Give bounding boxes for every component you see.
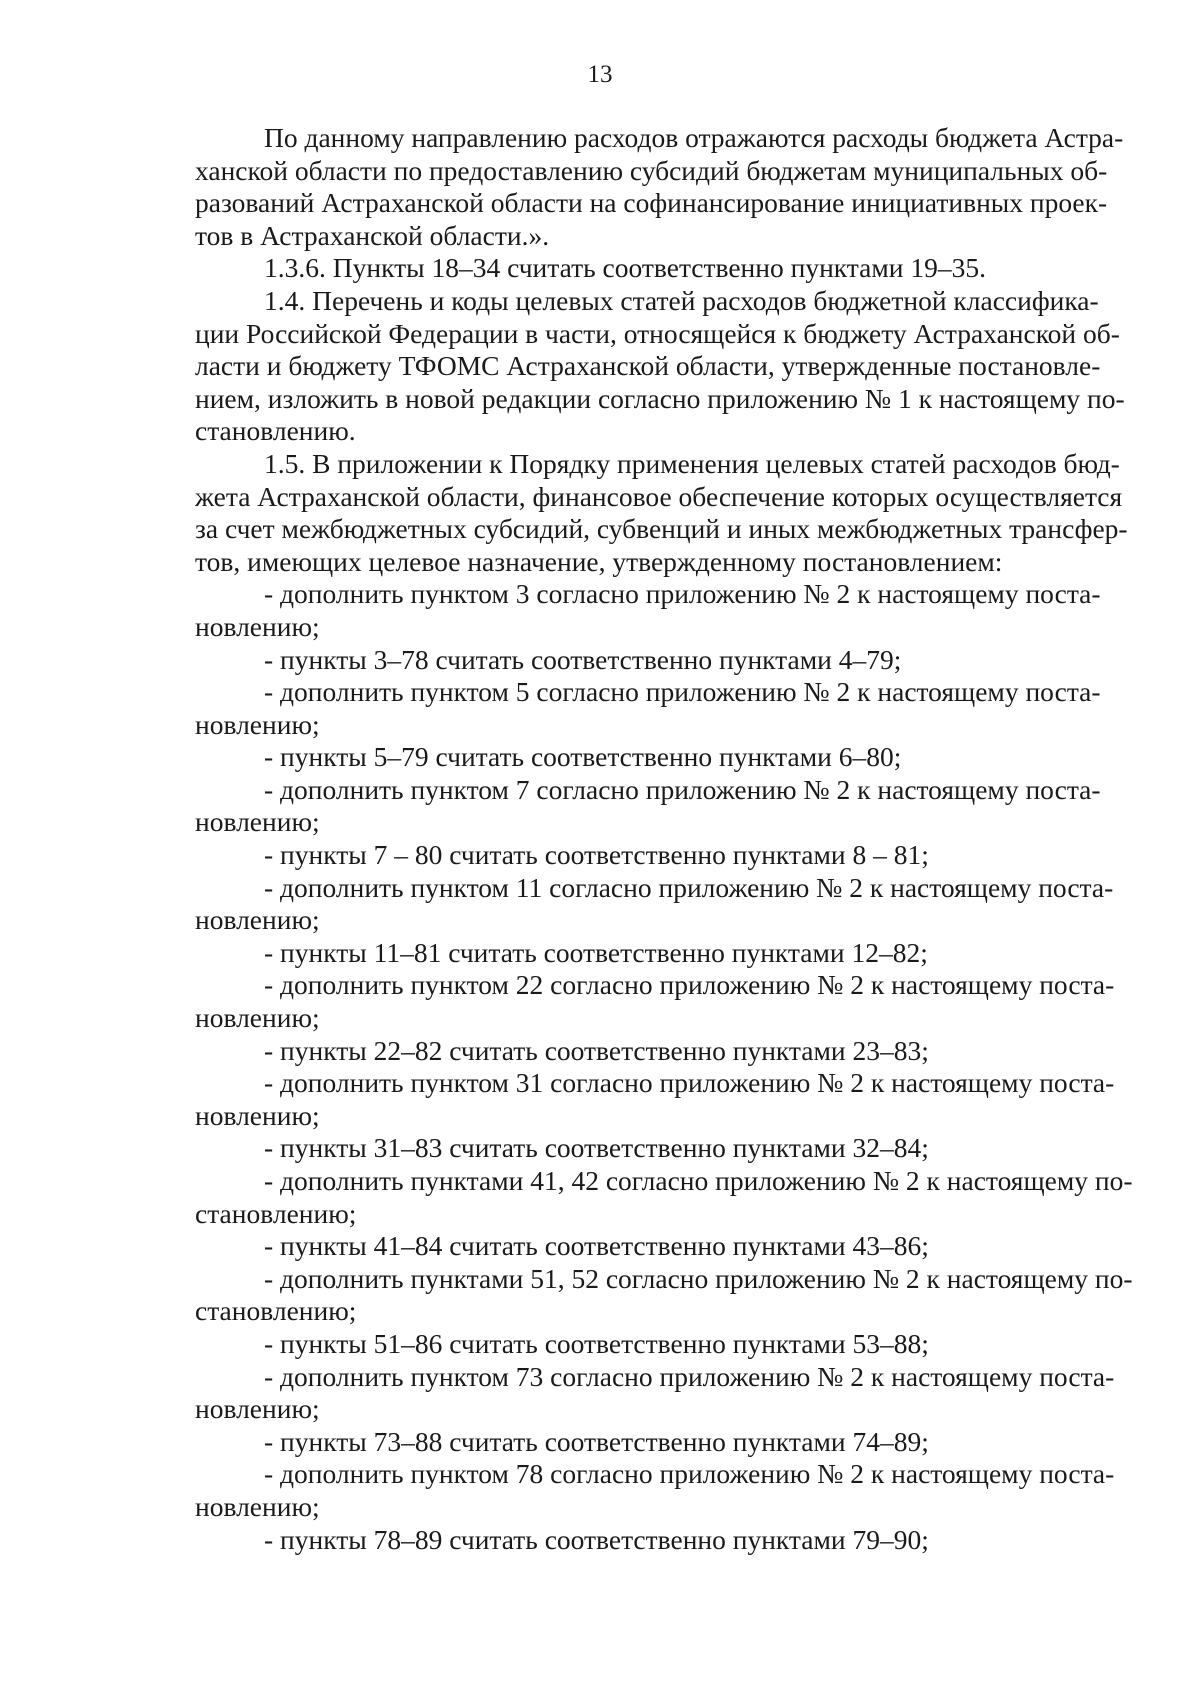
text-line: - дополнить пунктом 7 согласно приложению № 2 к настоящему поста-	[264, 773, 1101, 805]
text-line: - дополнить пунктом 11 согласно приложению № 2 к настоящему поста-	[264, 871, 1114, 903]
text-line: нием, изложить в новой редакции согласно приложению № 1 к настоящему по-	[195, 382, 1125, 414]
text-line: - пункты 73–88 считать соответственно пунктами 74–89;	[264, 1425, 929, 1457]
text-line: новлению;	[195, 708, 320, 740]
text-line: - пункты 22–82 считать соответственно пунктами 23–83;	[264, 1034, 929, 1066]
text-line: новлению;	[195, 610, 320, 642]
text-line: становлению;	[195, 1295, 357, 1327]
text-line: ханской области по предоставлению субсидий бюджетам муниципальных об-	[195, 154, 1108, 186]
text-line: новлению;	[195, 806, 320, 838]
text-line: новлению;	[195, 1099, 320, 1131]
text-line: - пункты 51–86 считать соответственно пунктами 53–88;	[264, 1327, 929, 1359]
text-line: разований Астраханской области на софинансирование инициативных проек-	[195, 187, 1108, 219]
text-line: тов в Астраханской области.».	[195, 219, 550, 251]
text-line: новлению;	[195, 1393, 320, 1425]
text-line: - дополнить пунктом 73 согласно приложению № 2 к настоящему поста-	[264, 1360, 1115, 1392]
text-line: становлению.	[195, 415, 356, 447]
text-line: - пункты 78–89 считать соответственно пунктами 79–90;	[264, 1523, 929, 1555]
text-line: становлению;	[195, 1197, 357, 1229]
text-line: - пункты 31–83 считать соответственно пунктами 32–84;	[264, 1132, 929, 1164]
text-line: - дополнить пунктами 41, 42 согласно приложению № 2 к настоящему по-	[264, 1165, 1133, 1196]
text-line: ласти и бюджету ТФОМС Астраханской области, утвержденные постановле-	[195, 350, 1101, 382]
text-line: - пункты 5–79 считать соответственно пунктами 6–80;	[264, 741, 902, 773]
text-line: тов, имеющих целевое назначение, утвержденному постановлением:	[195, 545, 1003, 577]
text-line: - пункты 3–78 считать соответственно пунктами 4–79;	[264, 643, 902, 675]
text-line: за счет межбюджетных субсидий, субвенций и иных межбюджетных трансфер-	[195, 513, 1128, 545]
text-line: - пункты 11–81 считать соответственно пунктами 12–82;	[264, 936, 928, 968]
text-line: - дополнить пунктом 3 согласно приложению № 2 к настоящему поста-	[264, 578, 1101, 610]
text-line: новлению;	[195, 1002, 320, 1034]
text-line: - дополнить пунктом 5 согласно приложению № 2 к настоящему поста-	[264, 676, 1101, 708]
text-line: 1.4. Перечень и коды целевых статей расходов бюджетной классифика-	[264, 284, 1099, 316]
text-line: - дополнить пунктами 51, 52 согласно приложению № 2 к настоящему по-	[264, 1262, 1133, 1294]
text-line: жета Астраханской области, финансовое обеспечение которых осуществляется	[195, 480, 1123, 512]
text-line: - дополнить пунктом 22 согласно приложению № 2 к настоящему поста-	[264, 969, 1115, 1001]
text-line: 1.3.6. Пункты 18–34 считать соответственно пунктами 19–35.	[264, 252, 986, 284]
text-line: новлению;	[195, 904, 320, 936]
text-line: ции Российской Федерации в части, относящейся к бюджету Астраханской об-	[195, 317, 1120, 349]
text-line: 1.5. В приложении к Порядку применения целевых статей расходов бюд-	[264, 447, 1120, 479]
page-number: 13	[587, 61, 613, 88]
document-body	[195, 122, 1133, 1556]
text-line: новлению;	[195, 1490, 320, 1522]
text-line: - пункты 7 – 80 считать соответственно пунктами 8 – 81;	[264, 839, 929, 871]
text-line: - дополнить пунктом 78 согласно приложению № 2 к настоящему поста-	[264, 1458, 1115, 1490]
text-line: По данному направлению расходов отражаются расходы бюджета Астра-	[264, 122, 1124, 153]
text-line: - дополнить пунктом 31 согласно приложению № 2 к настоящему поста-	[264, 1067, 1115, 1099]
text-line: - пункты 41–84 считать соответственно пунктами 43–86;	[264, 1230, 929, 1262]
